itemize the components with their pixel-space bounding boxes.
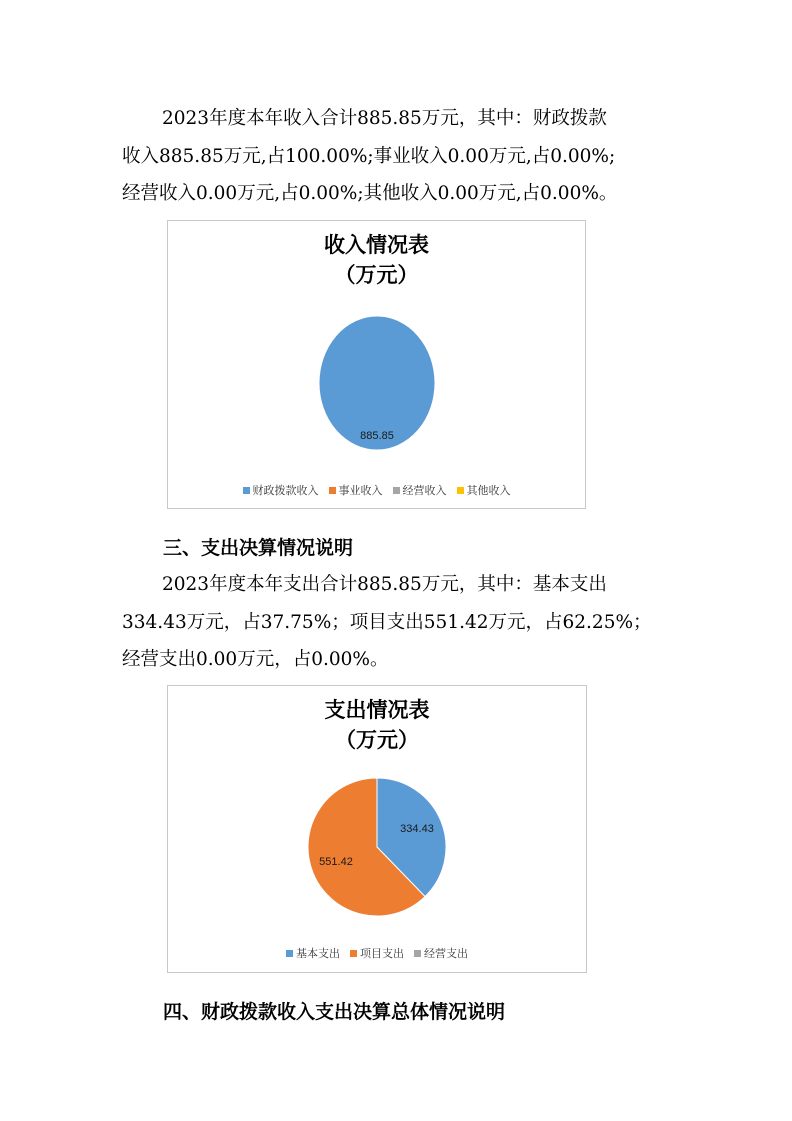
legend-label: 基本支出 bbox=[296, 947, 340, 960]
expense-chart-title: 支出情况表 bbox=[324, 698, 430, 722]
legend-item bbox=[414, 945, 468, 961]
expense-chart-subtitle: （万元） bbox=[335, 728, 419, 752]
income-chart-subtitle: （万元） bbox=[334, 263, 419, 287]
expense-chart bbox=[167, 685, 587, 973]
legend-item bbox=[350, 945, 404, 961]
income-paragraph-line-1: 2023年度本年收入合计885.85万元，其中：财政拨款 bbox=[162, 108, 607, 129]
legend-swatch bbox=[350, 950, 357, 957]
income-paragraph-line-2: 收入885.85万元,占100.00%;事业收入0.00万元,占0.00%; bbox=[122, 145, 616, 167]
legend-label: 经营收入 bbox=[402, 484, 447, 497]
legend-swatch bbox=[243, 487, 250, 494]
legend-item bbox=[286, 945, 340, 961]
expense-pie-svg bbox=[168, 686, 586, 972]
legend-label: 财政拨款收入 bbox=[252, 484, 319, 497]
expense-paragraph-line-3: 经营支出0.00万元，占0.00%。 bbox=[122, 649, 389, 670]
expense-paragraph bbox=[122, 566, 682, 679]
expense-paragraph-line-1: 2023年度本年支出合计885.85万元，其中：基本支出 bbox=[162, 574, 607, 595]
legend-item bbox=[243, 482, 319, 498]
legend-swatch bbox=[286, 950, 293, 957]
income-pie-svg bbox=[168, 221, 585, 508]
legend-label: 项目支出 bbox=[360, 947, 404, 960]
income-chart bbox=[167, 220, 586, 509]
legend-label: 事业收入 bbox=[338, 484, 383, 497]
legend-swatch bbox=[414, 950, 421, 957]
pie-data-label: 551.42 bbox=[319, 856, 353, 868]
legend-item bbox=[457, 482, 511, 498]
legend-swatch bbox=[329, 487, 336, 494]
legend-item bbox=[329, 482, 383, 498]
income-chart-legend bbox=[168, 482, 585, 498]
income-paragraph-line-3: 经营收入0.00万元,占0.00%;其他收入0.00万元,占0.00%。 bbox=[122, 183, 618, 204]
legend-swatch bbox=[457, 487, 464, 494]
legend-item bbox=[393, 482, 447, 498]
legend-label: 经营支出 bbox=[424, 947, 468, 960]
expense-chart-legend bbox=[168, 945, 586, 961]
legend-swatch bbox=[393, 487, 400, 494]
income-paragraph bbox=[122, 100, 682, 213]
expense-section-heading: 三、支出决算情况说明 bbox=[163, 537, 354, 559]
income-chart-title: 收入情况表 bbox=[324, 233, 429, 257]
pie-data-label: 885.85 bbox=[360, 430, 394, 442]
legend-label: 其他收入 bbox=[466, 484, 511, 497]
expense-paragraph-line-2: 334.43万元，占37.75%；项目支出551.42万元，占62.25%； bbox=[122, 611, 652, 633]
section-4-heading: 四、财政拨款收入支出决算总体情况说明 bbox=[163, 1001, 506, 1023]
pie-data-label: 334.43 bbox=[400, 823, 434, 835]
